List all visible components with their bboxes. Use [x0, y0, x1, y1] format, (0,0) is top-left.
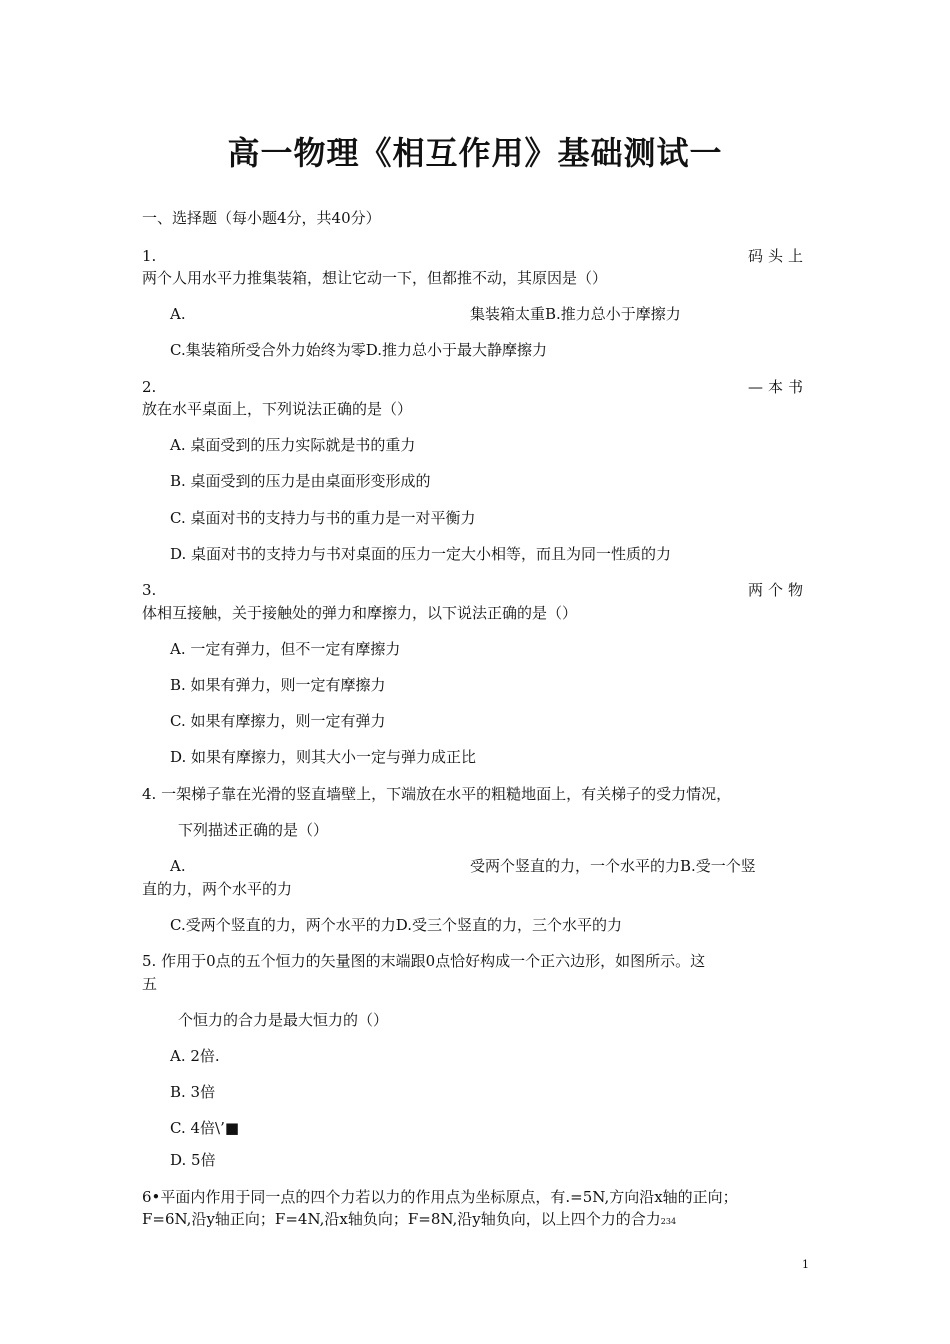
q4-option-cd: C.受两个竖直的力，两个水平的力D.受三个竖直的力，三个水平的力: [170, 916, 622, 934]
document-title: 高一物理《相互作用》基础测试一: [227, 134, 723, 172]
q1-option-a-label: A.: [170, 305, 186, 323]
q4-option-ab-wrap: 直的力，两个水平的力: [142, 880, 293, 898]
q6-stem-line1: 6•平面内作用于同一点的四个力若以力的作用点为坐标原点，有.=5N,方向沿x轴的正向；: [142, 1188, 738, 1206]
q2-head: —本书: [747, 378, 808, 396]
q3-head: 两个物: [747, 581, 808, 599]
q2-number: 2.: [142, 378, 157, 396]
q6-stem-line2: [142, 1209, 676, 1232]
q3-number: 3.: [142, 581, 157, 599]
q1-option-cd: C.集装箱所受合外力始终为零D.推力总小于最大静摩擦力: [170, 341, 547, 359]
section-heading: 一、选择题（每小题4分，共40分）: [142, 209, 381, 227]
q2-stem: 放在水平桌面上，下列说法正确的是（）: [142, 400, 413, 418]
q4-option-ab: 受两个竖直的力，一个水平的力B.受一个竖: [470, 857, 756, 875]
q6-stem-line2-text: F=6N,沿y轴正向；F=4N,沿x轴负向；F=8N,沿y轴负向，以上四个力的合力: [142, 1210, 661, 1228]
q4-stem-line2: 下列描述正确的是（）: [178, 821, 329, 839]
q3-option-b: B. 如果有弹力，则一定有摩擦力: [170, 676, 386, 694]
q5-stem-line1: 5. 作用于0点的五个恒力的矢量图的末端跟0点恰好构成一个正六边形，如图所示。这: [142, 952, 706, 970]
q1-number: 1.: [142, 247, 157, 265]
q4-option-a-label: A.: [170, 857, 186, 875]
q2-option-b: B. 桌面受到的压力是由桌面形变形成的: [170, 472, 431, 490]
q1-option-ab: 集装箱太重B.推力总小于摩擦力: [470, 305, 681, 323]
q5-option-d: D. 5倍: [170, 1151, 216, 1169]
q5-option-a: A. 2倍.: [170, 1047, 220, 1065]
page-number: 1: [802, 1258, 809, 1271]
q1-head: 码头上: [747, 247, 808, 265]
q2-option-d: D. 桌面对书的支持力与书对桌面的压力一定大小相等，而且为同一性质的力: [170, 545, 672, 563]
q5-option-c: C. 4倍\’■: [170, 1119, 240, 1137]
q3-option-c: C. 如果有摩擦力，则一定有弹力: [170, 712, 386, 730]
q3-stem: 体相互接触，关于接触处的弹力和摩擦力，以下说法正确的是（）: [142, 604, 578, 622]
q5-stem-line2: 个恒力的合力是最大恒力的（）: [178, 1011, 389, 1029]
q1-stem: 两个人用水平力推集装箱，想让它动一下，但都推不动，其原因是（）: [142, 269, 608, 287]
q6-subscript: 234: [660, 1217, 677, 1226]
q4-stem-line1: 4. 一架梯子靠在光滑的竖直墙壁上，下端放在水平的粗糙地面上，有关梯子的受力情况，: [142, 785, 732, 803]
q2-option-c: C. 桌面对书的支持力与书的重力是一对平衡力: [170, 509, 476, 527]
q3-option-d: D. 如果有摩擦力，则其大小一定与弹力成正比: [170, 748, 477, 766]
q2-option-a: A. 桌面受到的压力实际就是书的重力: [170, 436, 416, 454]
q5-stem-line1-wrap: 五: [142, 975, 158, 993]
q3-option-a: A. 一定有弹力，但不一定有摩擦力: [170, 640, 401, 658]
q5-option-b: B. 3倍: [170, 1083, 216, 1101]
